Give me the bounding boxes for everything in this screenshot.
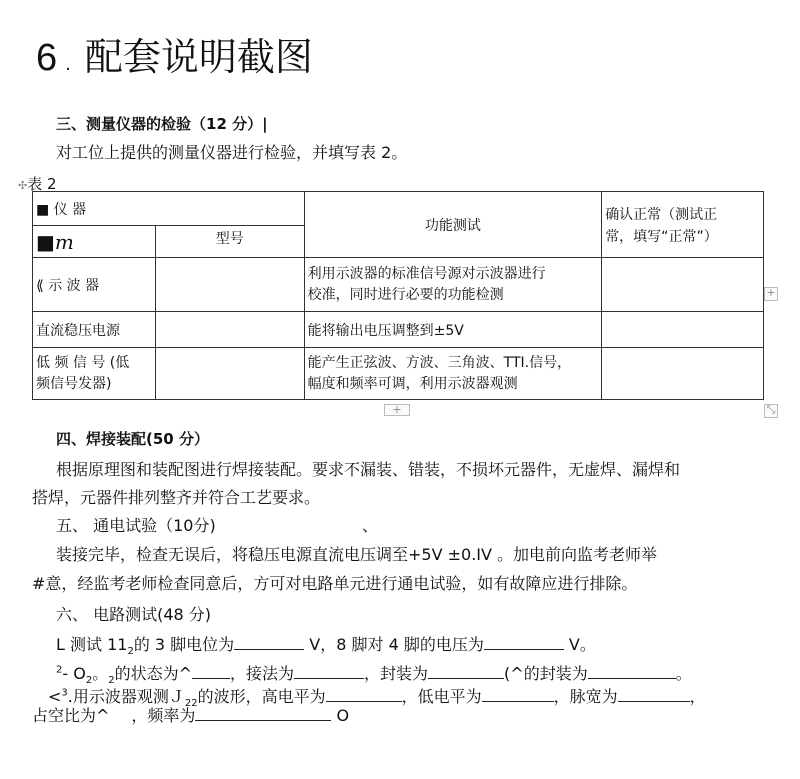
- low-level-blank[interactable]: [482, 687, 554, 702]
- section5-line1: 装接完毕，检查无误后，将稳压电源直流电压调至+5V ±0.ⅠV 。加电前向监考老师举: [56, 545, 658, 564]
- row-function-line2: 校准，同时进行必要的功能检测: [307, 286, 504, 303]
- measure-text: V。: [563, 635, 596, 654]
- measure-sub: 22: [184, 698, 198, 710]
- title-text: 配套说明截图: [84, 35, 313, 79]
- measure-text: 的 3 脚电位为: [133, 635, 235, 654]
- section6-heading: 六、 电路测试(48 分): [56, 605, 212, 624]
- table-caption-text: 表 2: [27, 175, 57, 193]
- header-instrument-sub: ■m: [33, 226, 156, 258]
- section4-line1: 根据原理图和装配图进行焊接装配。要求不漏装、错装，不损坏元器件，无虚焊、漏焊和: [56, 460, 681, 479]
- package2-blank[interactable]: [588, 664, 676, 679]
- row-function-line1: 利用示波器的标准信号源对示波器进行: [307, 265, 546, 282]
- pin8-4-voltage-blank[interactable]: [484, 635, 564, 650]
- measure-line-1: [56, 632, 596, 657]
- row-instrument-line1: 低 频 信 号 (低: [36, 354, 130, 371]
- section3-heading: 三、测量仪器的检验（12 分）|: [56, 115, 268, 133]
- measure-text: 的状态为^: [114, 664, 193, 683]
- section5-line2: #意，经监考老师检查同意后，方可对电路单元进行通电试验，如有故障应进行排除。: [32, 574, 638, 593]
- measure-text: 占空比为^: [32, 706, 110, 725]
- section5-mark: 、: [362, 516, 379, 535]
- move-handle-icon[interactable]: ✣: [18, 179, 28, 192]
- table-row: [33, 348, 764, 400]
- measure-sub: 2: [108, 675, 115, 687]
- measure-text: ，频率为: [131, 706, 196, 725]
- measure-text: <: [48, 687, 62, 706]
- row-confirm-cell[interactable]: [602, 312, 764, 348]
- measure-text: ，脉宽为: [553, 687, 618, 706]
- page-title: [36, 34, 313, 88]
- row-function-line2: 幅度和频率可调，利用示波器观测: [307, 375, 518, 392]
- header-confirm: [602, 192, 764, 258]
- section4-line2: 搭焊，元器件排列整齐并符合工艺要求。: [32, 488, 321, 507]
- row-model-cell[interactable]: [155, 348, 304, 400]
- header-function: 功能测试: [304, 192, 602, 258]
- measure-text: - O: [62, 664, 86, 683]
- row-instrument-name: 直流稳压电源: [33, 312, 156, 348]
- row-model-cell[interactable]: [155, 258, 304, 312]
- table-row: [33, 258, 764, 312]
- measure-text: (^的封装为: [504, 664, 588, 683]
- measure-text: O: [331, 706, 350, 725]
- row-function-cell: 能将输出电压调整到±5V: [304, 312, 602, 348]
- row-instrument-name: ⟪ 示 波 器: [33, 258, 156, 312]
- measure-text: ，低电平为: [401, 687, 482, 706]
- measure-line-4: [32, 703, 349, 726]
- frequency-blank[interactable]: [195, 706, 331, 721]
- resize-table-icon[interactable]: ⤡: [764, 404, 778, 418]
- section4-heading: 四、焊接装配(50 分）: [56, 430, 209, 448]
- add-column-icon[interactable]: +: [764, 287, 778, 301]
- package-blank[interactable]: [428, 664, 504, 679]
- row-function-cell: [304, 258, 602, 312]
- measure-text: ，: [689, 687, 706, 706]
- item-number: 2: [56, 664, 63, 676]
- measure-text: 。: [675, 664, 692, 683]
- header-model: 型号: [155, 226, 304, 258]
- header-instrument: ■ 仪 器: [33, 192, 305, 226]
- row-model-cell[interactable]: [155, 312, 304, 348]
- measure-text: .用示波器观测Ｊ: [67, 687, 185, 706]
- row-function-cell: [304, 348, 602, 400]
- pin3-voltage-blank[interactable]: [234, 635, 304, 650]
- instrument-table: [32, 191, 764, 400]
- header-confirm-line2: 常，填写“正常”）: [605, 229, 718, 245]
- measure-text: V，8 脚对 4 脚的电压为: [304, 635, 484, 654]
- title-number: 6: [36, 37, 58, 79]
- add-row-icon[interactable]: +: [384, 404, 410, 416]
- state-blank[interactable]: [192, 664, 230, 679]
- measure-text: 的波形，高电平为: [197, 687, 326, 706]
- row-function-line1: 能产生正弦波、方波、三角波、TTI.信号，: [307, 354, 572, 371]
- row-instrument-line2: 频信号发器): [36, 375, 112, 392]
- row-confirm-cell[interactable]: [602, 348, 764, 400]
- high-level-blank[interactable]: [326, 687, 402, 702]
- measure-text: L 测试 11: [56, 635, 128, 654]
- measure-sub: 2: [127, 646, 134, 658]
- connection-blank[interactable]: [294, 664, 364, 679]
- section5-heading: 五、 通电试验（10分): [56, 516, 216, 535]
- measure-line-2: [56, 661, 692, 686]
- title-dot: .: [65, 54, 71, 75]
- pulse-width-blank[interactable]: [618, 687, 690, 702]
- measure-text: 。: [92, 664, 109, 683]
- measure-text: ，封装为: [364, 664, 429, 683]
- measure-text: ，接法为: [230, 664, 295, 683]
- row-confirm-cell[interactable]: [602, 258, 764, 312]
- measure-sub: 2: [85, 675, 93, 687]
- header-confirm-line1: 确认正常（测试正: [605, 207, 718, 223]
- table-header-row: [33, 192, 764, 226]
- table-row: [33, 312, 764, 348]
- section3-intro: 对工位上提供的测量仪器进行检验，并填写表 2。: [56, 143, 408, 162]
- item-number: 3: [61, 687, 68, 699]
- row-instrument-name: [33, 348, 156, 400]
